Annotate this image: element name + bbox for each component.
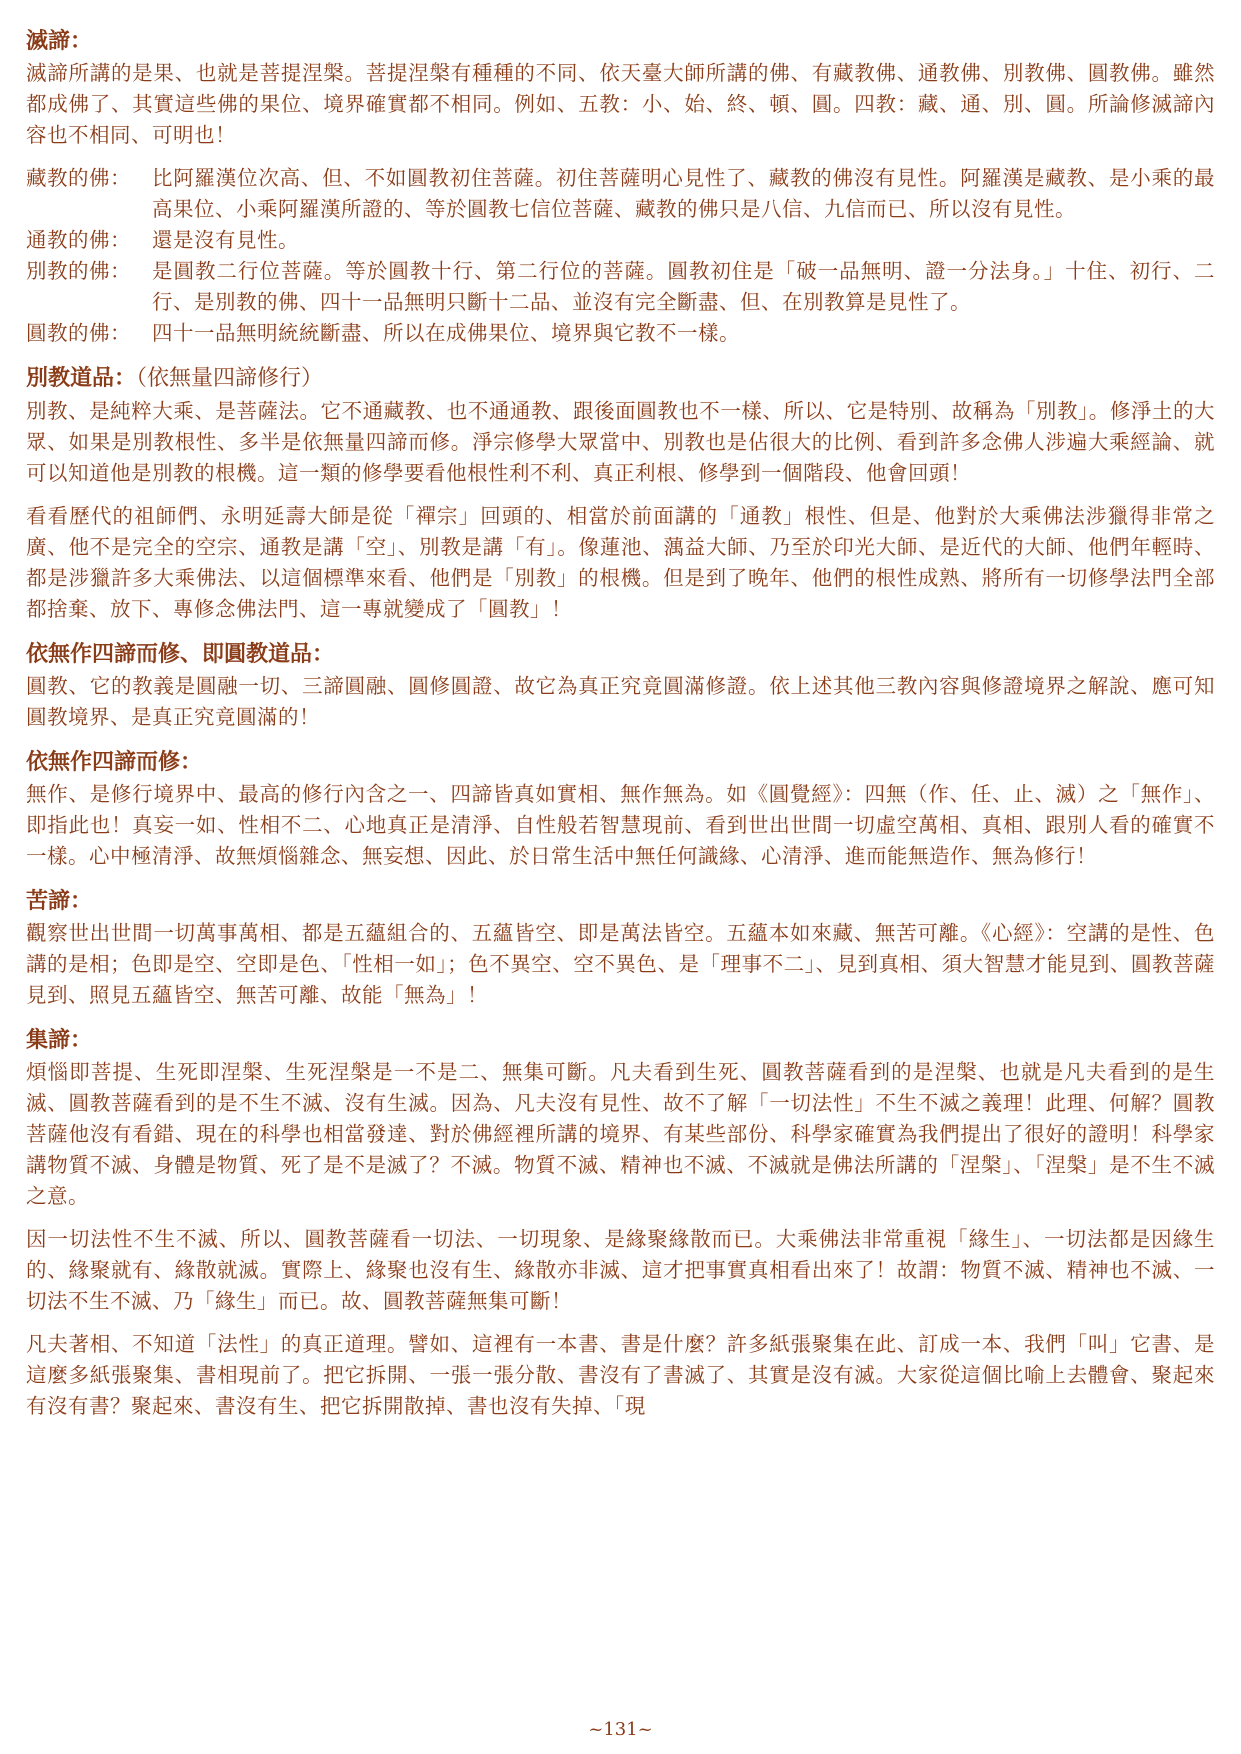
page-number: ~131~ xyxy=(588,1719,653,1740)
paragraph: 看看歷代的祖師們、永明延壽大師是從「禪宗」回頭的、相當於前面講的「通教」根性、但是、他對於大乘佛法涉獵得非常之廣、他不是完全的空宗、通教是講「空」、別教是講「有」。像蓮池、蕅益大師、乃至於印光大師、是近代的大師、他們年輕時、都是涉獵許多大乘佛法、以這個標準來看、他們是「別教」的根機。但是到了晚年、他們的根性成熟、將所有一切修學法門全部都捨棄、放下、專修念佛法門、這一專就變成了「圓教」！ xyxy=(26,504,1215,621)
section-heading-note: （依無量四諦修行） xyxy=(136,366,324,391)
definition-term: 藏教的佛： xyxy=(26,166,131,190)
paragraph: 凡夫著相、不知道「法性」的真正道理。譬如、這裡有一本書、書是什麼？許多紙張聚集在此、訂成一本、我們「叫」它書、是這麼多紙張聚集、書相現前了。把它拆開、一張一張分散、書沒有了書滅了、其實是沒有滅。大家從這個比喻上去體會、聚起來有沒有書？聚起來、書沒有生、把它拆開散掉、書也沒有失掉、「現 xyxy=(26,1332,1215,1418)
section-heading-mie-di: 滅諦： xyxy=(26,28,93,54)
section-heading-ku-di: 苦諦： xyxy=(26,888,93,914)
definition-term: 圓教的佛： xyxy=(26,321,131,345)
section-heading-yuan-jiao: 依無作四諦而修、即圓教道品： xyxy=(26,641,335,667)
definition-item xyxy=(26,163,1215,225)
definition-text: 四十一品無明統統斷盡、所以在成佛果位、境界與它教不一樣。 xyxy=(152,321,740,345)
definition-text: 是圓教二行位菩薩。等於圓教十行、第二行位的菩薩。圓教初住是「破一品無明、證一分法身。」十住、初行、二行、是別教的佛、四十一品無明只斷十二品、並沒有完全斷盡、但、在別教算是見性了。 xyxy=(152,259,1215,314)
paragraph: 煩惱即菩提、生死即涅槃、生死涅槃是一不是二、無集可斷。凡夫看到生死、圓教菩薩看到的是涅槃、也就是凡夫看到的是生滅、圓教菩薩看到的是不生不滅、沒有生滅。因為、凡夫沒有見性、故不了解「一切法性」不生不滅之義理！此理、何解？圓教菩薩他沒有看錯、現在的科學也相當發達、對於佛經裡所講的境界、有某些部份、科學家確實為我們提出了很好的證明！科學家講物質不滅、身體是物質、死了是不是滅了？不滅。物質不滅、精神也不滅、不滅就是佛法所講的「涅槃」、「涅槃」是不生不滅之意。 xyxy=(26,1060,1215,1208)
section-heading-bie-jiao xyxy=(26,361,1215,396)
definition-text: 還是沒有見性。 xyxy=(152,228,299,252)
definition-term: 別教的佛： xyxy=(26,259,131,283)
paragraph: 別教、是純粹大乘、是菩薩法。它不通藏教、也不通通教、跟後面圓教也不一樣、所以、它是特別、故稱為「別教」。修淨土的大眾、如果是別教根性、多半是依無量四諦而修。淨宗修學大眾當中、別教也是佔很大的比例、看到許多念佛人涉遍大乘經論、就可以知道他是別教的根機。這一類的修學要看他根性利不利、真正利根、修學到一個階段、他會回頭！ xyxy=(26,399,1215,485)
definition-item xyxy=(26,256,1215,318)
definition-list xyxy=(26,163,1215,349)
paragraph: 無作、是修行境界中、最高的修行內含之一、四諦皆真如實相、無作無為。如《圓覺經》：四無（作、任、止、滅）之「無作」、即指此也！真妄一如、性相不二、心地真正是清淨、自性般若智慧現前、看到世出世間一切虛空萬相、真相、跟別人看的確實不一樣。心中極清淨、故無煩惱雜念、無妄想、因此、於日常生活中無任何識緣、心清淨、進而能無造作、無為修行！ xyxy=(26,782,1215,868)
paragraph: 觀察世出世間一切萬事萬相、都是五蘊組合的、五蘊皆空、即是萬法皆空。五蘊本如來藏、無苦可離。《心經》：空講的是性、色講的是相；色即是空、空即是色、「性相一如」；色不異空、空不異色、是「理事不二」、見到真相、須大智慧才能見到、圓教菩薩見到、照見五蘊皆空、無苦可離、故能「無為」！ xyxy=(26,921,1215,1007)
definition-term: 通教的佛： xyxy=(26,228,131,252)
paragraph: 因一切法性不生不滅、所以、圓教菩薩看一切法、一切現象、是緣聚緣散而已。大乘佛法非常重視「緣生」、一切法都是因緣生的、緣聚就有、緣散就滅。實際上、緣聚也沒有生、緣散亦非滅、這才把事實真相看出來了！故謂：物質不滅、精神也不滅、一切法不生不滅、乃「緣生」而已。故、圓教菩薩無集可斷！ xyxy=(26,1227,1215,1313)
definition-text: 比阿羅漢位次高、但、不如圓教初住菩薩。初住菩薩明心見性了、藏教的佛沒有見性。阿羅漢是藏教、是小乘的最高果位、小乘阿羅漢所證的、等於圓教七信位菩薩、藏教的佛只是八信、九信而已、所以沒有見性。 xyxy=(152,166,1215,221)
section-heading-ji-di: 集諦： xyxy=(26,1027,93,1053)
paragraph: 圓教、它的教義是圓融一切、三諦圓融、圓修圓證、故它為真正究竟圓滿修證。依上述其他三教內容與修證境界之解說、應可知圓教境界、是真正究竟圓滿的！ xyxy=(26,674,1215,729)
definition-item xyxy=(26,318,1215,349)
section-heading-wu-zuo: 依無作四諦而修： xyxy=(26,749,203,775)
paragraph: 滅諦所講的是果、也就是菩提涅槃。菩提涅槃有種種的不同、依天臺大師所講的佛、有藏教佛、通教佛、別教佛、圓教佛。雖然都成佛了、其實這些佛的果位、境界確實都不相同。例如、五教：小、始、終、頓、圓。四教：藏、通、別、圓。所論修滅諦內容也不相同、可明也！ xyxy=(26,61,1215,147)
section-heading-text: 別教道品： xyxy=(26,365,137,391)
definition-item xyxy=(26,225,1215,256)
